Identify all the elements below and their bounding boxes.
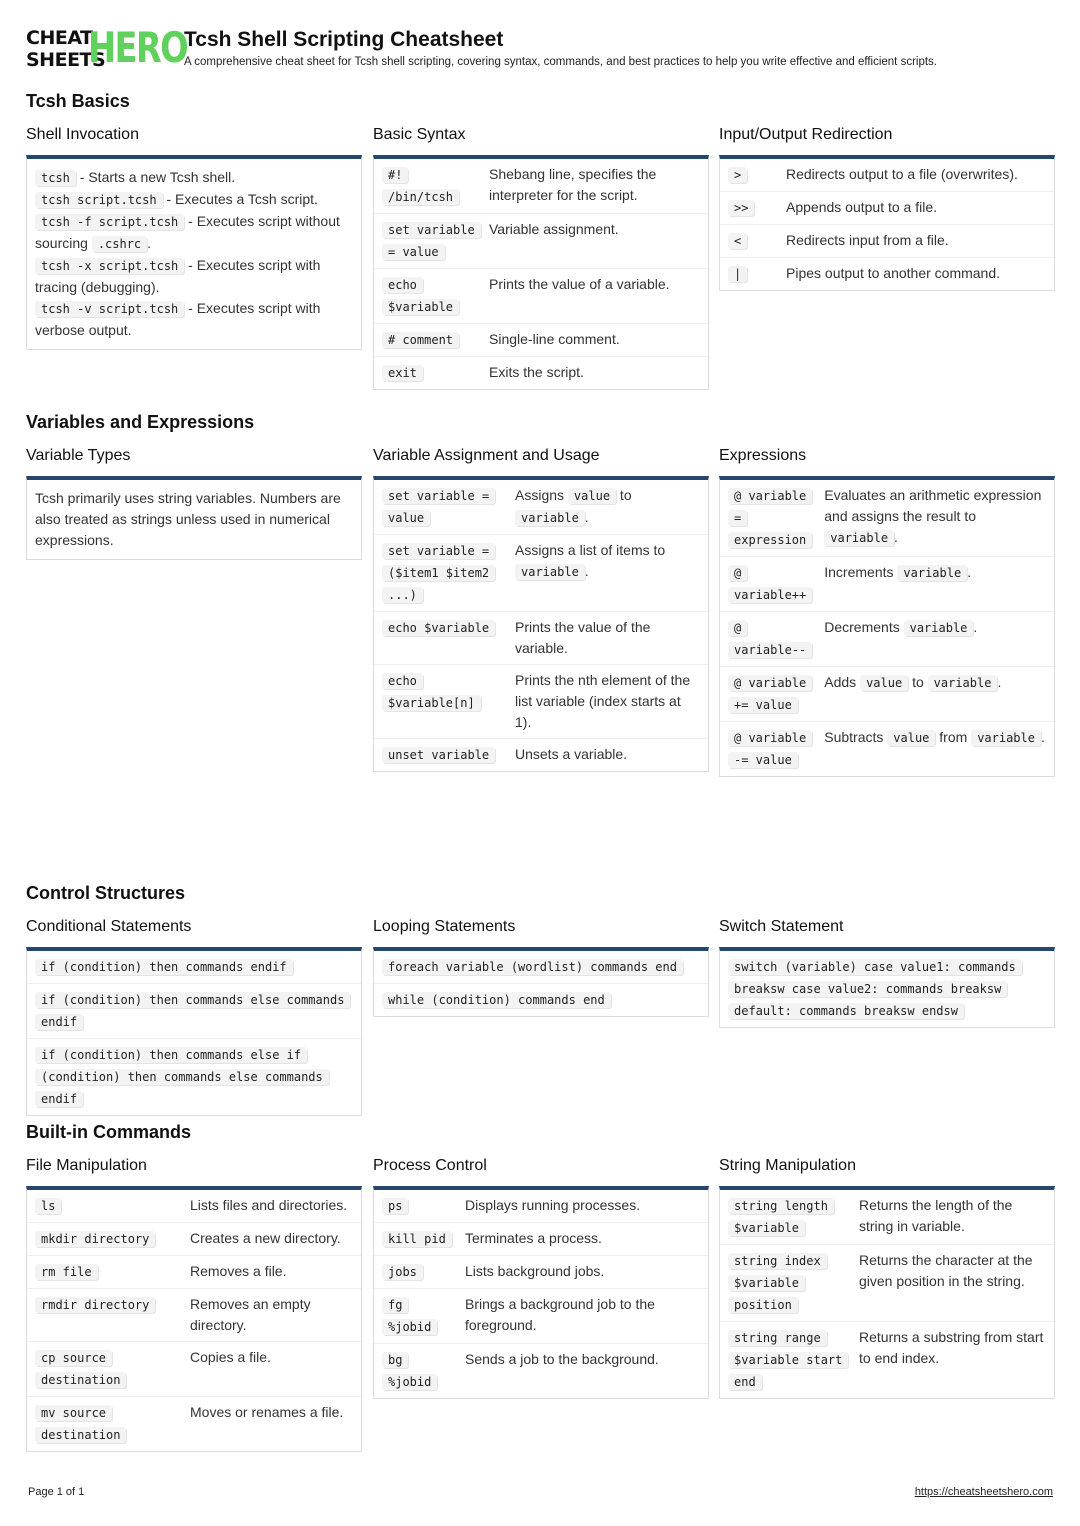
redirect-row	[720, 258, 1054, 291]
syntax-code: # comment	[382, 332, 459, 348]
page-title: Tcsh Shell Scripting Cheatsheet	[184, 28, 504, 51]
process-cmd-code: bg %jobid	[382, 1352, 437, 1390]
syntax-row	[374, 159, 708, 214]
file-cmd-code-cell	[27, 1397, 182, 1452]
card-io-redirection	[719, 155, 1055, 291]
expr-row	[720, 612, 1054, 667]
invocation-line	[35, 298, 353, 341]
invocation-line	[35, 255, 353, 298]
assign-text: Prints the value of the variable.	[515, 619, 651, 656]
conditional-row	[27, 951, 361, 984]
redirect-code-cell	[720, 159, 778, 192]
assign-text: to	[616, 487, 632, 503]
string-cmd-code: string index $variable position	[728, 1253, 827, 1313]
invocation-code: tcsh -f script.tcsh	[35, 214, 184, 230]
card-expressions	[719, 476, 1055, 777]
expr-desc	[816, 667, 1054, 722]
invocation-text: - Executes script with tracing (debugging).	[35, 257, 321, 295]
file-cmd-desc: Creates a new directory.	[182, 1223, 361, 1256]
process-cmd-desc: Lists background jobs.	[457, 1256, 708, 1289]
redirect-code-cell	[720, 192, 778, 225]
expr-code: @ variable -= value	[728, 730, 812, 768]
syntax-desc: Single-line comment.	[481, 324, 708, 357]
card-title-string-manipulation: String Manipulation	[719, 1157, 856, 1174]
redirect-code-cell	[720, 258, 778, 291]
process-cmd-code: ps	[382, 1198, 408, 1214]
footer-page-number: Page 1 of 1	[28, 1486, 85, 1498]
expr-inline-code: variable	[897, 565, 967, 581]
logo-sheets: SHEETS	[26, 49, 106, 71]
expr-row	[720, 667, 1054, 722]
syntax-code: echo $variable	[382, 277, 459, 315]
redirect-code: <	[728, 233, 747, 249]
process-cmd-desc: Brings a background job to the foreground.	[457, 1289, 708, 1344]
section-title-basics: Tcsh Basics	[26, 91, 130, 111]
switch-row	[720, 951, 1054, 1027]
file-cmd-code-cell	[27, 1289, 182, 1342]
redirect-code: >	[728, 167, 747, 183]
conditional-code: if (condition) then commands else commands endif	[35, 992, 350, 1030]
assign-text: Prints the nth element of the list variable (index starts at 1).	[515, 672, 691, 730]
card-switch	[719, 947, 1055, 1028]
expr-text: .	[973, 619, 978, 635]
redirect-row	[720, 225, 1054, 258]
invocation-code: tcsh -x script.tcsh	[35, 258, 184, 274]
file-cmd-desc: Lists files and directories.	[182, 1190, 361, 1223]
process-cmd-row	[374, 1190, 708, 1223]
expr-inline-code: value	[887, 730, 935, 746]
syntax-row	[374, 269, 708, 324]
expr-inline-code: variable	[928, 675, 998, 691]
string-cmd-code-cell	[720, 1245, 851, 1322]
syntax-code: set variable = value	[382, 222, 481, 260]
assign-desc	[507, 739, 708, 772]
expr-inline-code: value	[860, 675, 908, 691]
string-cmd-code: string length $variable	[728, 1198, 834, 1236]
logo-hero: HERO	[88, 23, 188, 72]
card-basic-syntax	[373, 155, 709, 390]
invocation-code: tcsh script.tcsh	[35, 192, 163, 208]
invocation-text: .	[147, 235, 152, 251]
loop-cell	[374, 951, 708, 984]
redirect-desc: Redirects input from a file.	[778, 225, 1054, 258]
expr-code-cell	[720, 612, 816, 667]
assign-code: echo $variable[n]	[382, 673, 481, 711]
card-title-variable-types: Variable Types	[26, 447, 131, 464]
process-cmd-code-cell	[374, 1289, 457, 1344]
syntax-row	[374, 357, 708, 390]
file-cmd-row	[27, 1342, 361, 1397]
syntax-code: #! /bin/tcsh	[382, 167, 459, 205]
expr-code-cell	[720, 480, 816, 557]
page-header	[26, 23, 1066, 76]
assign-text: .	[584, 509, 589, 525]
expr-desc	[816, 480, 1054, 557]
loop-row	[374, 984, 708, 1017]
redirect-code: >>	[728, 200, 754, 216]
string-cmd-code-cell	[720, 1190, 851, 1245]
assign-row	[374, 480, 708, 535]
assign-desc	[507, 535, 708, 612]
expr-desc	[816, 557, 1054, 612]
process-cmd-desc: Displays running processes.	[457, 1190, 708, 1223]
invocation-code: .cshrc	[92, 236, 147, 252]
file-cmd-desc: Copies a file.	[182, 1342, 361, 1397]
string-cmd-row	[720, 1190, 1054, 1245]
card-title-file-manipulation: File Manipulation	[26, 1157, 147, 1174]
invocation-text: - Executes script with verbose output.	[35, 300, 321, 338]
expr-text: .	[894, 529, 898, 545]
assign-desc	[507, 480, 708, 535]
process-cmd-row	[374, 1344, 708, 1399]
conditional-code: if (condition) then commands else if (condition) then commands else commands endif	[35, 1047, 329, 1107]
process-cmd-desc: Sends a job to the background.	[465, 1351, 659, 1367]
conditional-row	[27, 984, 361, 1039]
file-cmd-code: mv source destination	[35, 1405, 126, 1443]
expr-code: @ variable = expression	[728, 488, 812, 548]
expr-row	[720, 480, 1054, 557]
syntax-row	[374, 214, 708, 269]
footer-link[interactable]: https://cheatsheetshero.com	[914, 1486, 1053, 1498]
assign-code-cell	[374, 535, 507, 612]
card-title-var-assignment: Variable Assignment and Usage	[373, 447, 600, 464]
syntax-desc: Shebang line, specifies the interpreter for the script.	[481, 159, 708, 214]
expr-desc	[816, 722, 1054, 777]
assign-code: echo $variable	[382, 620, 495, 636]
assign-code: unset variable	[382, 747, 495, 763]
string-cmd-desc: Returns the character at the given position in the string.	[851, 1245, 1054, 1322]
card-variable-types	[26, 476, 362, 560]
cheatsheetshero-logo[interactable]	[26, 23, 188, 72]
logo-cheat: CHEAT	[26, 27, 93, 49]
assign-code-cell	[374, 480, 507, 535]
file-cmd-row	[27, 1190, 361, 1223]
conditional-code: if (condition) then commands endif	[35, 959, 293, 975]
loop-code: foreach variable (wordlist) commands end	[382, 959, 683, 975]
expr-row	[720, 557, 1054, 612]
file-cmd-row	[27, 1223, 361, 1256]
expr-code: @ variable--	[728, 620, 812, 658]
assign-row	[374, 612, 708, 665]
conditional-row	[27, 1039, 361, 1116]
syntax-code: exit	[382, 365, 423, 381]
file-cmd-desc: Removes a file.	[182, 1256, 361, 1289]
card-title-conditional: Conditional Statements	[26, 918, 192, 935]
conditional-cell	[27, 1039, 361, 1116]
card-process-control	[373, 1186, 709, 1399]
card-conditional	[26, 947, 362, 1116]
assign-row	[374, 535, 708, 612]
string-cmd-code-cell	[720, 1322, 851, 1399]
expr-code: @ variable++	[728, 565, 812, 603]
assign-code-cell	[374, 739, 507, 772]
section-title-control: Control Structures	[26, 883, 186, 903]
process-cmd-desc: Terminates a process.	[457, 1223, 708, 1256]
file-cmd-desc: Removes an empty directory.	[182, 1289, 361, 1342]
file-cmd-code: rmdir directory	[35, 1297, 155, 1313]
assign-code-cell	[374, 665, 507, 739]
file-cmd-code: cp source destination	[35, 1350, 126, 1388]
invocation-text: - Executes script without sourcing	[35, 213, 340, 251]
file-cmd-code-cell	[27, 1190, 182, 1223]
card-title-switch: Switch Statement	[719, 918, 844, 935]
syntax-code-cell	[374, 214, 481, 269]
syntax-row	[374, 324, 708, 357]
variable-types-text: Tcsh primarily uses string variables. Numbers are also treated as strings unless used in numerical expressions.	[35, 490, 341, 548]
invocation-text: - Starts a new Tcsh shell.	[75, 169, 236, 185]
syntax-code-cell	[374, 357, 481, 390]
redirect-desc: Appends output to a file.	[778, 192, 1054, 225]
loop-cell	[374, 984, 708, 1017]
expr-text: Decrements	[824, 619, 904, 635]
assign-row	[374, 665, 708, 739]
expr-text: Evaluates an arithmetic expression and assigns the result to	[824, 487, 1042, 524]
file-cmd-code-cell	[27, 1256, 182, 1289]
invocation-line	[35, 211, 353, 255]
expr-desc	[816, 612, 1054, 667]
assign-text: .	[584, 563, 589, 579]
redirect-row	[720, 192, 1054, 225]
invocation-text: - Executes a Tcsh script.	[162, 191, 318, 207]
syntax-code-cell	[374, 159, 481, 214]
expr-text: to	[908, 674, 928, 690]
process-cmd-code-cell	[374, 1190, 457, 1223]
assign-inline-code: value	[568, 488, 616, 504]
redirect-code-cell	[720, 225, 778, 258]
card-title-io-redirection: Input/Output Redirection	[719, 126, 893, 143]
process-cmd-row	[374, 1289, 708, 1344]
process-cmd-code-cell	[374, 1344, 457, 1399]
page-subtitle: A comprehensive cheat sheet for Tcsh shell scripting, covering syntax, commands, and best practices to help you write effective and efficient scripts.	[184, 56, 937, 68]
process-cmd-code: jobs	[382, 1264, 423, 1280]
expr-inline-code: variable	[971, 730, 1041, 746]
assign-text: Unsets a variable.	[515, 746, 628, 762]
file-cmd-row	[27, 1397, 361, 1452]
invocation-line	[35, 167, 353, 189]
expr-text: from	[935, 729, 972, 745]
conditional-cell	[27, 951, 361, 984]
redirect-row	[720, 159, 1054, 192]
card-title-process-control: Process Control	[373, 1157, 487, 1174]
redirect-code: |	[728, 266, 747, 282]
invocation-line	[35, 189, 353, 211]
card-var-assignment	[373, 476, 709, 772]
expr-row	[720, 722, 1054, 777]
expr-text: Adds	[824, 674, 861, 690]
expr-text: .	[1040, 729, 1045, 745]
switch-cell	[720, 951, 1054, 1027]
string-cmd-row	[720, 1245, 1054, 1322]
expr-inline-code: variable	[824, 530, 894, 546]
file-cmd-code: ls	[35, 1198, 61, 1214]
syntax-desc: Variable assignment.	[481, 214, 708, 269]
redirect-desc: Pipes output to another command.	[786, 265, 1001, 281]
assign-code: set variable = ($item1 $item2 ...)	[382, 543, 495, 603]
process-cmd-code: fg %jobid	[382, 1297, 437, 1335]
expr-text: .	[997, 674, 1002, 690]
string-cmd-desc: Returns a substring from start to end index.	[859, 1329, 1044, 1366]
file-cmd-code: rm file	[35, 1264, 98, 1280]
assign-inline-code: variable	[515, 564, 585, 580]
assign-code: set variable = value	[382, 488, 495, 526]
loop-code: while (condition) commands end	[382, 992, 611, 1008]
switch-code: switch (variable) case value1: commands breaksw case value2: commands breaksw default: commands breaksw endsw	[728, 959, 1022, 1019]
process-cmd-code-cell	[374, 1256, 457, 1289]
file-cmd-code-cell	[27, 1223, 182, 1256]
syntax-desc: Exits the script.	[489, 364, 584, 380]
assign-desc	[507, 612, 708, 665]
card-title-shell-invocation: Shell Invocation	[26, 126, 139, 143]
file-cmd-row	[27, 1256, 361, 1289]
expr-text: Subtracts	[824, 729, 888, 745]
card-title-looping: Looping Statements	[373, 918, 516, 935]
card-title-expressions: Expressions	[719, 447, 807, 464]
assign-code-cell	[374, 612, 507, 665]
expr-text: Increments	[824, 564, 898, 580]
file-cmd-row	[27, 1289, 361, 1342]
card-title-basic-syntax: Basic Syntax	[373, 126, 466, 143]
expr-text: .	[967, 564, 972, 580]
expr-code-cell	[720, 557, 816, 612]
string-cmd-desc: Returns the length of the string in variable.	[851, 1190, 1054, 1245]
file-cmd-desc: Moves or renames a file.	[190, 1404, 344, 1420]
syntax-code-cell	[374, 269, 481, 324]
card-file-manipulation	[26, 1186, 362, 1452]
card-looping	[373, 947, 709, 1017]
syntax-code-cell	[374, 324, 481, 357]
assign-inline-code: variable	[515, 510, 585, 526]
process-cmd-code-cell	[374, 1223, 457, 1256]
syntax-desc: Prints the value of a variable.	[481, 269, 708, 324]
expr-inline-code: variable	[904, 620, 974, 636]
shell-invocation-body	[27, 159, 361, 349]
assign-text: Assigns a list of items to	[515, 542, 666, 558]
redirect-desc: Redirects output to a file (overwrites).	[778, 159, 1054, 192]
assign-desc	[507, 665, 708, 739]
assign-text: Assigns	[515, 487, 568, 503]
loop-row	[374, 951, 708, 984]
expr-code-cell	[720, 722, 816, 777]
expr-code-cell	[720, 667, 816, 722]
card-string-manipulation	[719, 1186, 1055, 1399]
process-cmd-code: kill pid	[382, 1231, 452, 1247]
section-title-builtins: Built-in Commands	[26, 1122, 191, 1142]
invocation-code: tcsh -v script.tcsh	[35, 301, 184, 317]
section-title-variables: Variables and Expressions	[26, 412, 255, 432]
string-cmd-row	[720, 1322, 1054, 1399]
invocation-code: tcsh	[35, 170, 76, 186]
card-shell-invocation	[26, 155, 362, 350]
assign-row	[374, 739, 708, 772]
string-cmd-code: string range $variable start end	[728, 1330, 848, 1390]
process-cmd-row	[374, 1223, 708, 1256]
file-cmd-code: mkdir directory	[35, 1231, 155, 1247]
process-cmd-row	[374, 1256, 708, 1289]
expr-code: @ variable += value	[728, 675, 812, 713]
conditional-cell	[27, 984, 361, 1039]
file-cmd-code-cell	[27, 1342, 182, 1397]
